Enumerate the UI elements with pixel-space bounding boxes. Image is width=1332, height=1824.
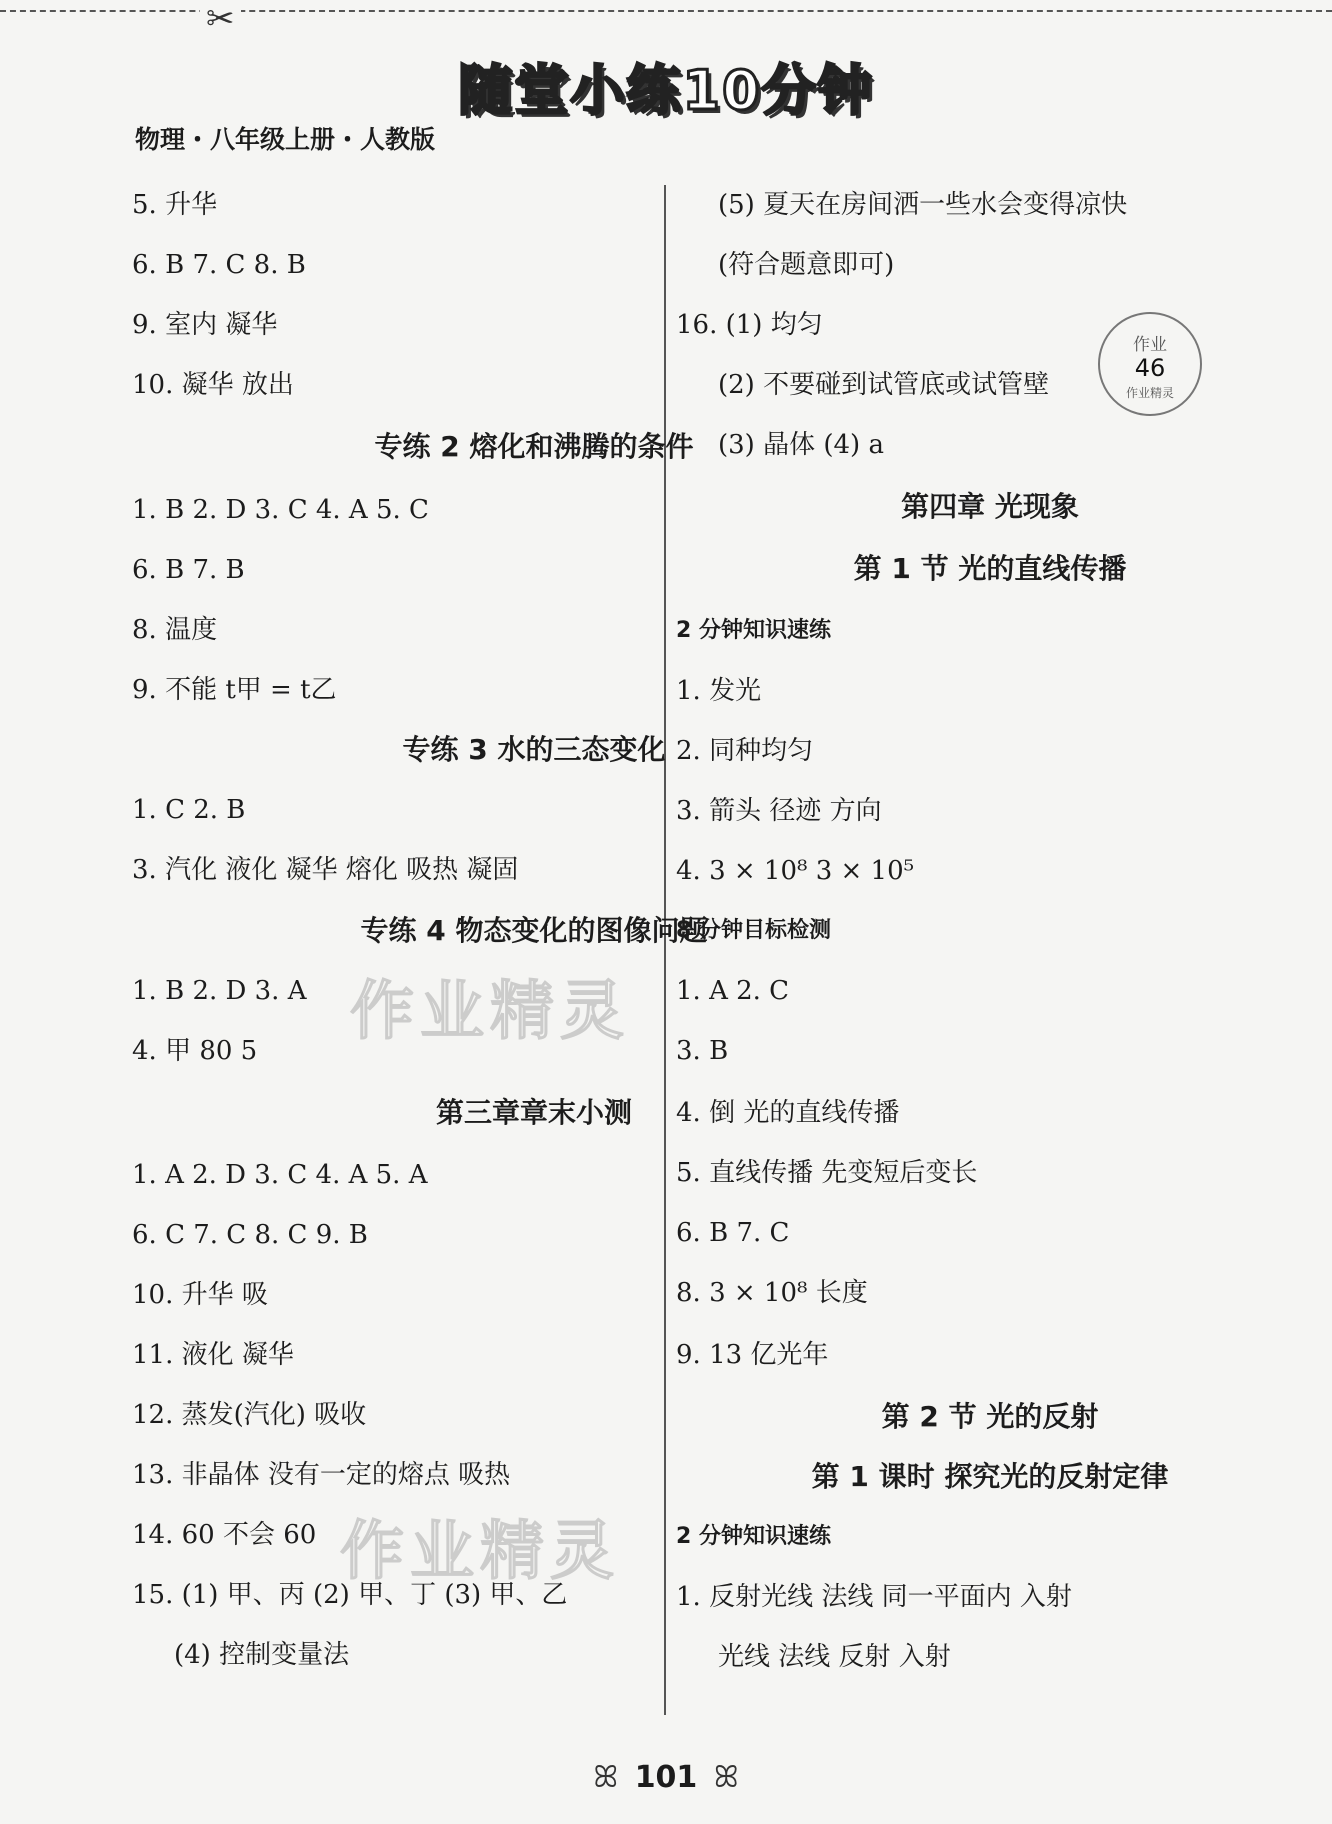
cut-line <box>0 0 1332 39</box>
answer-line: 14. 60 不会 60 <box>132 1520 317 1550</box>
scissors-icon: ✂ <box>200 4 241 34</box>
homework-stamp <box>1098 312 1202 416</box>
left-ornament-icon: ꕤ <box>593 1760 619 1795</box>
answer-line: 5. 升华 <box>132 190 218 220</box>
section-heading: 第四章 光现象 <box>901 490 1079 523</box>
answer-line: 1. 反射光线 法线 同一平面内 入射 <box>676 1582 1072 1612</box>
section-heading: 第 1 节 光的直线传播 <box>853 552 1127 585</box>
answer-line: 1. 发光 <box>676 676 762 706</box>
answer-line: 9. 不能 t甲 = t乙 <box>132 675 337 705</box>
stamp-top-text: 作业 <box>1133 335 1167 355</box>
answer-line: 8. 温度 <box>132 615 218 645</box>
answer-line: 1. C 2. B <box>132 795 246 825</box>
answer-line: 4. 倒 光的直线传播 <box>676 1098 900 1128</box>
watermark: 作业精灵 <box>350 975 630 1049</box>
answer-line: (4) 控制变量法 <box>174 1640 350 1670</box>
subsection-label: 2 分钟知识速练 <box>676 618 831 643</box>
page-footer <box>0 1760 1332 1795</box>
section-heading: 专练 2 熔化和沸腾的条件 <box>374 430 694 463</box>
subject-label: 物理・八年级上册・人教版 <box>135 125 436 154</box>
right-ornament-icon: ꕤ <box>713 1760 739 1795</box>
stamp-number: 46 <box>1134 354 1166 382</box>
answer-line: 4. 甲 80 5 <box>132 1036 258 1066</box>
section-heading: 第 2 节 光的反射 <box>881 1400 1099 1433</box>
answer-line: 15. (1) 甲、丙 (2) 甲、丁 (3) 甲、乙 <box>132 1580 568 1610</box>
answer-line: 10. 凝华 放出 <box>132 370 294 400</box>
answer-line: (符合题意即可) <box>718 250 895 280</box>
answer-line: 11. 液化 凝华 <box>132 1340 294 1370</box>
answer-line: 13. 非晶体 没有一定的熔点 吸热 <box>132 1460 511 1490</box>
answer-line: 6. B 7. C <box>676 1218 790 1248</box>
answer-line: 1. A 2. D 3. C 4. A 5. A <box>132 1160 428 1190</box>
answer-line: 1. B 2. D 3. A <box>132 976 307 1006</box>
section-heading: 专练 3 水的三态变化 <box>402 733 666 766</box>
section-heading: 专练 4 物态变化的图像问题 <box>360 914 708 947</box>
answer-line: (3) 晶体 (4) a <box>718 430 884 460</box>
subsection-label: 8 分钟目标检测 <box>676 918 831 943</box>
answer-line: 3. 汽化 液化 凝华 熔化 吸热 凝固 <box>132 855 519 885</box>
column-divider <box>664 185 666 1715</box>
answer-line: 1. B 2. D 3. C 4. A 5. C <box>132 495 429 525</box>
answer-line: 16. (1) 均匀 <box>676 310 823 340</box>
page-number: 101 <box>634 1760 698 1795</box>
subsection-label: 2 分钟知识速练 <box>676 1524 831 1549</box>
section-heading: 第 1 课时 探究光的反射定律 <box>811 1460 1169 1493</box>
answer-line: 1. A 2. C <box>676 976 790 1006</box>
page-banner-title: 随堂小练10分钟 <box>458 59 874 122</box>
answer-line: 光线 法线 反射 入射 <box>718 1642 951 1672</box>
answer-line: 9. 13 亿光年 <box>676 1340 829 1370</box>
answer-line: 3. 箭头 径迹 方向 <box>676 796 882 826</box>
answer-line: 6. B 7. B <box>132 555 245 585</box>
answer-line: 6. B 7. C 8. B <box>132 250 306 280</box>
answer-line: 10. 升华 吸 <box>132 1280 268 1310</box>
answer-line: 3. B <box>676 1036 729 1066</box>
answer-line: 8. 3 × 10⁸ 长度 <box>676 1278 868 1308</box>
answer-line: 6. C 7. C 8. C 9. B <box>132 1220 368 1250</box>
answer-line: (5) 夏天在房间洒一些水会变得凉快 <box>718 190 1128 220</box>
watermark: 作业精灵 <box>340 1515 620 1589</box>
answer-line: (2) 不要碰到试管底或试管壁 <box>718 370 1050 400</box>
answer-line: 9. 室内 凝华 <box>132 310 278 340</box>
answer-line: 4. 3 × 10⁸ 3 × 10⁵ <box>676 856 915 886</box>
answer-line: 12. 蒸发(汽化) 吸收 <box>132 1400 367 1430</box>
section-heading: 第三章章末小测 <box>435 1096 633 1129</box>
answer-line: 5. 直线传播 先变短后变长 <box>676 1158 978 1188</box>
stamp-bottom-text: 作业精灵 <box>1125 386 1174 400</box>
answer-line: 2. 同种均匀 <box>676 736 814 766</box>
